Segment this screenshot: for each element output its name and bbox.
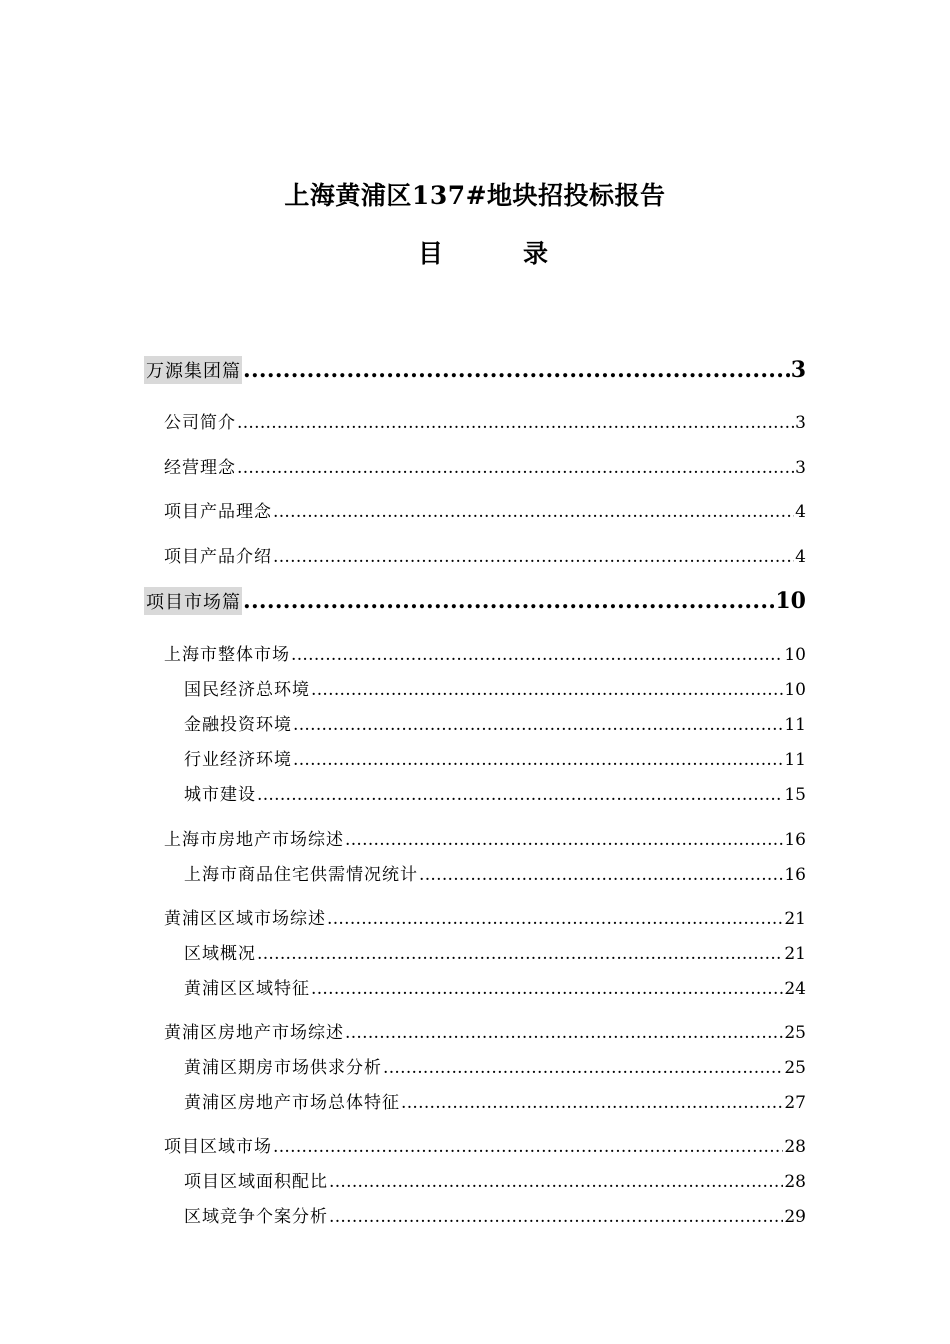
toc-leader-dots <box>257 944 783 964</box>
toc-entry-section[interactable] <box>164 497 806 522</box>
toc-leader-dots <box>329 1172 783 1192</box>
toc-leader-dots <box>257 785 783 805</box>
toc-entry-label: 黄浦区期房市场供求分析 <box>184 1058 382 1078</box>
toc-entry-subsection[interactable] <box>184 939 806 964</box>
toc-page-number: 11 <box>784 715 806 735</box>
toc-page-number: 3 <box>795 458 806 478</box>
toc-entry-section[interactable] <box>164 542 806 567</box>
toc-leader-dots <box>345 830 783 850</box>
toc-entry-label: 国民经济总环境 <box>184 680 310 700</box>
toc-entry-label: 上海市商品住宅供需情况统计 <box>184 865 418 885</box>
toc-entry-label: 黄浦区房地产市场综述 <box>164 1023 344 1043</box>
toc-entry-part[interactable] <box>144 356 806 384</box>
toc-entry-section[interactable] <box>164 1132 806 1157</box>
toc-page-number: 4 <box>795 547 806 567</box>
toc-entry-section[interactable] <box>164 453 806 478</box>
toc-page-number: 11 <box>784 750 806 770</box>
toc-entry-label: 项目区域面积配比 <box>184 1172 328 1192</box>
toc-entry-subsection[interactable] <box>184 860 806 885</box>
toc-heading <box>418 234 548 270</box>
toc-entry-section[interactable] <box>164 825 806 850</box>
toc-entry-label: 项目产品介绍 <box>164 547 272 567</box>
toc-page-number: 21 <box>784 909 806 929</box>
toc-entry-subsection[interactable] <box>184 710 806 735</box>
toc-leader-dots <box>327 909 783 929</box>
toc-entry-label: 金融投资环境 <box>184 715 292 735</box>
toc-heading-char: 目 <box>418 239 444 268</box>
toc-leader-dots <box>401 1093 783 1113</box>
toc-entry-label: 行业经济环境 <box>184 750 292 770</box>
toc-entry-subsection[interactable] <box>184 780 806 805</box>
toc-entry-label: 经营理念 <box>164 458 236 478</box>
toc-entry-subsection[interactable] <box>184 974 806 999</box>
toc-leader-dots <box>311 680 783 700</box>
toc-leader-dots <box>243 357 790 383</box>
toc-page-number: 21 <box>784 944 806 964</box>
toc-entry-label: 公司简介 <box>164 413 236 433</box>
toc-entry-subsection[interactable] <box>184 675 806 700</box>
toc-entry-subsection[interactable] <box>184 1088 806 1113</box>
toc-leader-dots <box>311 979 783 999</box>
toc-entry-label: 万源集团篇 <box>144 356 242 384</box>
toc-entry-label: 项目区域市场 <box>164 1137 272 1157</box>
toc-entry-subsection[interactable] <box>184 1167 806 1192</box>
toc-entry-section[interactable] <box>164 904 806 929</box>
toc-page-number: 28 <box>784 1137 806 1157</box>
toc-entry-section[interactable] <box>164 408 806 433</box>
toc-page-number: 10 <box>784 680 806 700</box>
toc-entry-label: 黄浦区房地产市场总体特征 <box>184 1093 400 1113</box>
toc-entry-label: 黄浦区区域特征 <box>184 979 310 999</box>
toc-page-number: 3 <box>795 413 806 433</box>
toc-page-number: 28 <box>784 1172 806 1192</box>
toc-page-number: 27 <box>784 1093 806 1113</box>
toc-page-number: 16 <box>784 830 806 850</box>
toc-leader-dots <box>383 1058 783 1078</box>
toc-entry-section[interactable] <box>164 1018 806 1043</box>
toc-entry-subsection[interactable] <box>184 1053 806 1078</box>
toc-entry-label: 上海市房地产市场综述 <box>164 830 344 850</box>
document-title: 上海黄浦区137#地块招投标报告 <box>284 181 666 210</box>
toc-page-number: 25 <box>784 1023 806 1043</box>
toc-entry-subsection[interactable] <box>184 745 806 770</box>
toc-leader-dots <box>273 1137 783 1157</box>
toc-leader-dots <box>329 1207 783 1227</box>
toc-leader-dots <box>243 588 774 614</box>
toc-entry-subsection[interactable] <box>184 1202 806 1227</box>
toc-page-number: 10 <box>784 645 806 665</box>
toc-entry-label: 黄浦区区域市场综述 <box>164 909 326 929</box>
toc-leader-dots <box>237 413 794 433</box>
toc-entry-section[interactable] <box>164 640 806 665</box>
toc-leader-dots <box>419 865 783 885</box>
toc-page-number: 15 <box>784 785 806 805</box>
toc-leader-dots <box>293 750 783 770</box>
toc-entry-label: 上海市整体市场 <box>164 645 290 665</box>
toc-entry-part[interactable] <box>144 587 806 615</box>
toc-entry-label: 项目产品理念 <box>164 502 272 522</box>
toc-leader-dots <box>345 1023 783 1043</box>
toc-page-number: 24 <box>784 979 806 999</box>
toc-leader-dots <box>291 645 783 665</box>
toc-page-number: 29 <box>784 1207 806 1227</box>
toc-page-number: 10 <box>775 588 806 614</box>
toc-leader-dots <box>293 715 783 735</box>
toc-entry-label: 区域概况 <box>184 944 256 964</box>
toc-page-number: 3 <box>790 357 806 383</box>
toc-entry-label: 城市建设 <box>184 785 256 805</box>
toc-page-number: 25 <box>784 1058 806 1078</box>
toc-leader-dots <box>237 458 794 478</box>
toc-page-number: 4 <box>795 502 806 522</box>
toc-page-number: 16 <box>784 865 806 885</box>
toc-entry-label: 项目市场篇 <box>144 587 242 615</box>
toc-leader-dots <box>273 502 794 522</box>
toc-entry-label: 区域竞争个案分析 <box>184 1207 328 1227</box>
toc-heading-char: 录 <box>522 239 548 268</box>
toc-leader-dots <box>273 547 794 567</box>
